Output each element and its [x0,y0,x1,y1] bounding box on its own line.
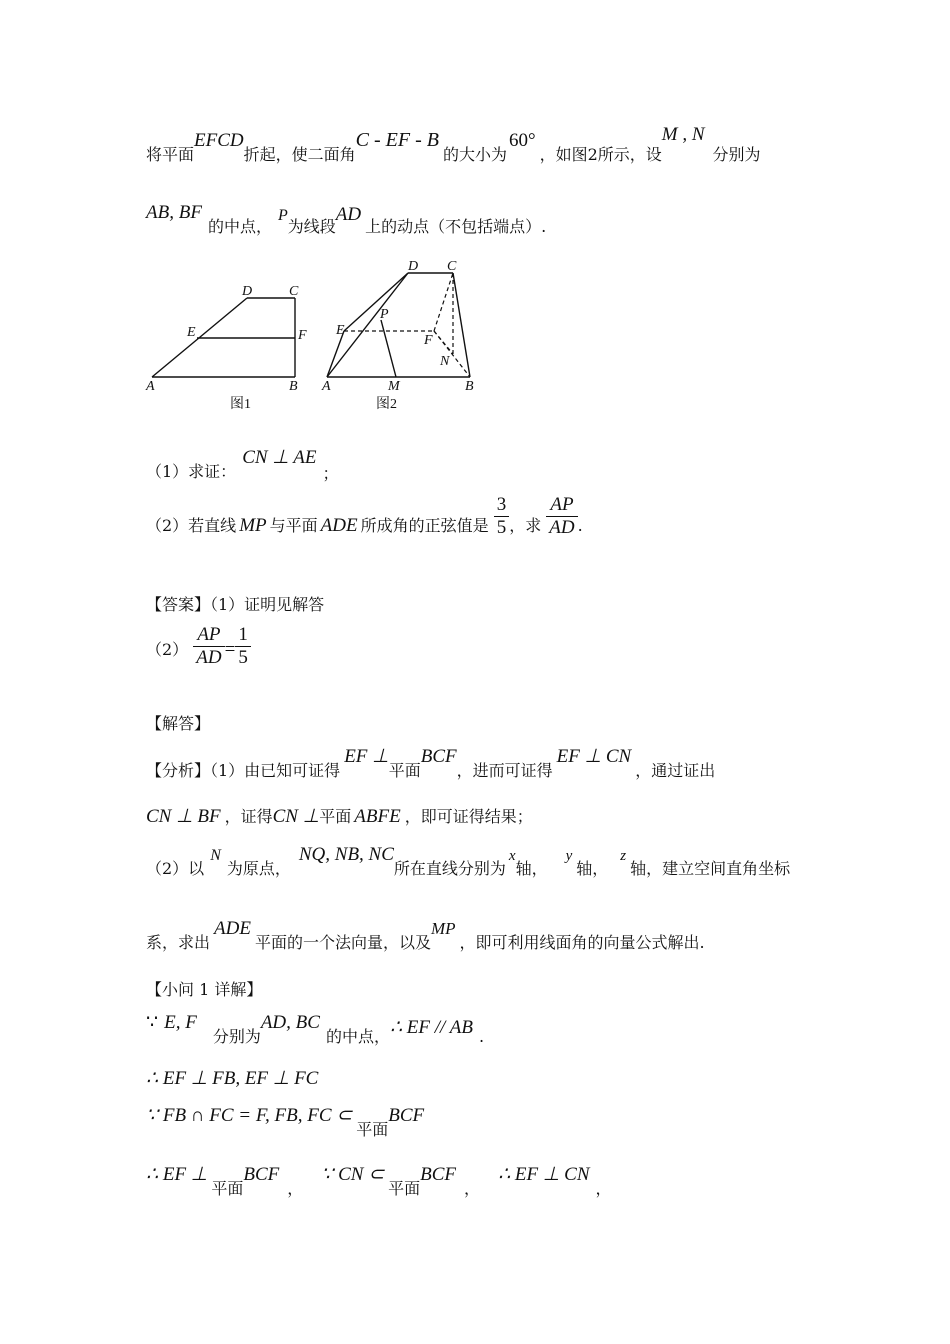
fig2-label-C: C [447,259,457,274]
fig1-label-C: C [289,284,299,299]
question-2: （2）若直线 MP 与平面 ADE 所成角的正弦值是 $\frac{3}{5}$ ，求 $\frac{AP}{AD}$ . [146,494,583,538]
intro-line-1: 将平面EFCD折起，使二面角C - EF - B的大小为60°，如图2所示，设M , N分别为 [146,124,761,164]
fig1-label-B: B [289,379,298,394]
analysis-line-3: （2）以N为原点，NQ, NB, NC所在直线分别为x轴，y轴，z轴，建立空间直角坐标 [146,844,791,878]
step-1: ∵ E, F分别为AD, BC的中点，∴ EF // AB . [146,1012,485,1046]
fig1-label-F: F [298,328,307,343]
fig2-label-B: B [465,379,474,394]
fraction-3-5: $\frac{3}{5}$ [494,494,510,539]
analysis-line-2: CN ⊥ BF ，证得CN ⊥平面 ABFE ，即可证得结果； [146,806,533,827]
fig2-label-A: A [322,379,331,394]
answer-fraction-1-5: $\frac{1}{5}$ [235,624,251,669]
fig2-label-N: N [440,354,450,369]
fig2-label-M: M [388,379,400,394]
figure-2-hidden [344,273,470,377]
fig2-label-F: F [424,333,433,348]
subproblem-1-heading: 【小问 1 详解】 [146,980,263,999]
analysis-line-1: 【分析】（1）由已知可证得EF ⊥平面BCF，进而可证得EF ⊥ CN，通过证出 [146,746,716,780]
question-1: （1）求证：CN ⊥ AE； [146,447,339,483]
solution-heading: 【解答】 [146,714,211,733]
fig1-label-E: E [187,325,196,340]
step-3: ∵ FB ∩ FC = F, FB, FC ⊂平面BCF [146,1105,425,1139]
fig2-label-E: E [336,323,345,338]
answer-fraction-ap-ad: $\frac{AP}{AD}$ [193,624,224,669]
fig1-caption: 图1 [230,397,251,412]
analysis-line-4: 系，求出ADE平面的一个法向量，以及MP，即可利用线面角的向量公式解出. [146,918,705,952]
fraction-ap-ad: $\frac{AP}{AD}$ [546,494,577,539]
geometry-figure [140,255,500,415]
figure-1 [152,298,295,377]
answer-heading: 【答案】（1）证明见解答 [146,595,325,614]
intro-line-2: AB, BF的中点，P为线段AD上的动点（不包括端点）. [146,202,547,236]
fig2-label-P: P [380,307,389,322]
answer-2: （2） $\frac{AP}{AD}$ = $\frac{1}{5}$ [146,624,251,669]
step-4: ∴ EF ⊥平面BCF，∵ CN ⊂平面BCF，∴ EF ⊥ CN， [146,1164,612,1198]
step-2: ∴ EF ⊥ FB, EF ⊥ FC [146,1068,319,1089]
fig1-label-D: D [242,284,253,299]
fig1-label-A: A [146,379,155,394]
fig2-label-D: D [408,259,419,274]
fig2-caption: 图2 [376,397,397,412]
